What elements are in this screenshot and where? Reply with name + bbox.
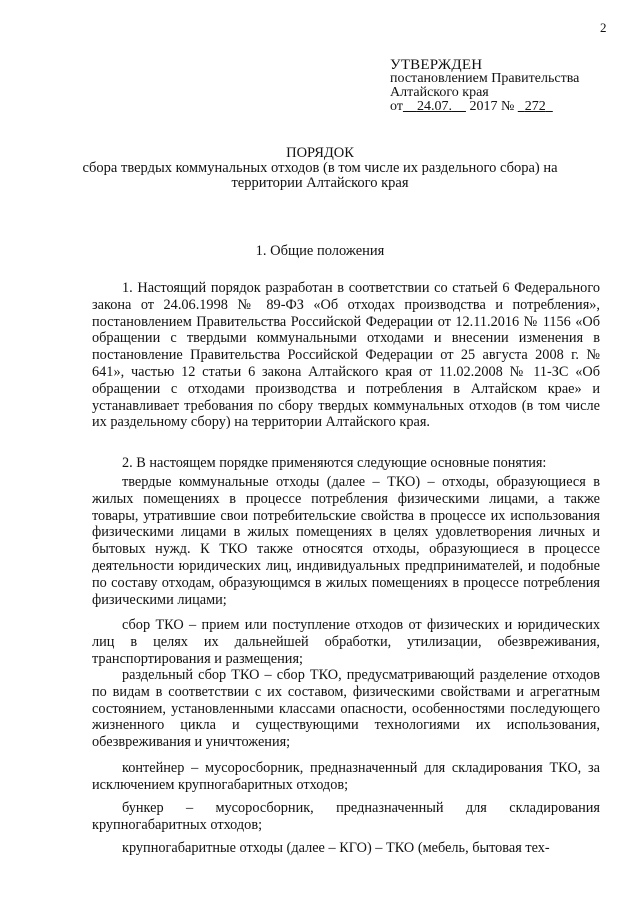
definition-separate-collection bbox=[92, 667, 600, 751]
definition-collection bbox=[92, 617, 600, 667]
paragraph-2-text: 2. В настоящем порядке применяются следующие основные понятия: bbox=[122, 455, 547, 471]
section-heading: 1. Общие положения bbox=[255, 243, 385, 259]
paragraph-1 bbox=[92, 280, 600, 431]
paragraph-2 bbox=[92, 455, 600, 472]
approval-line-1: постановлением Правительства bbox=[390, 71, 580, 86]
definition-separate-collection-text: раздельный сбор ТКО – сбор ТКО, предусматривающий разделение отходов по видам в соответствии с их составом, физическими свойствами и агрегатным состоянием, установленными классами опасности, особенностями последующего жизненного цикла и существующими технологиями их использования, обезвреживания и уничтожения; bbox=[92, 667, 600, 751]
document-title-line-1: сбора твердых коммунальных отходов (в том числе их раздельного сбора) на bbox=[82, 160, 558, 176]
page-number: 2 bbox=[600, 20, 607, 35]
approval-block bbox=[390, 58, 579, 114]
definition-bulky-waste-text: крупногабаритные отходы (далее – КГО) – ТКО (мебель, бытовая тех- bbox=[122, 840, 550, 856]
definition-tko bbox=[92, 474, 600, 608]
date-prefix: от bbox=[390, 99, 403, 114]
definition-container bbox=[92, 760, 600, 794]
document-heading: ПОРЯДОК bbox=[286, 145, 354, 161]
definition-container-text: контейнер – мусоросборник, предназначенный для складирования ТКО, за исключением крупногабаритных отходов; bbox=[92, 760, 600, 793]
approval-date-line bbox=[390, 100, 579, 114]
definition-collection-text: сбор ТКО – прием или поступление отходов от физических и юридических лиц в целях их дальнейшей обработки, утилизации, обезвреживания, транспортирования и размещения; bbox=[92, 617, 600, 667]
definition-bunker-text: бункер – мусоросборник, предназначенный для складирования крупногабаритных отходов; bbox=[92, 800, 600, 833]
paragraph-1-text: 1. Настоящий порядок разработан в соответствии со статьей 6 Федерального закона от 24.06.1998 № 89-ФЗ «Об отходах производства и потребления», постановлением Правительства Российской Федерации от 12.11.2016 № 1156 «Об обращении с твердыми коммунальными отходами и внесении изменения в постановление Правительства Российской Федерации от 25 августа 2008 г. № 641», частью 12 статьи 6 закона Алтайского края от 11.02.2008 № 11-ЗС «Об обращении с отходами производства и потребления в Алтайском крае» и устанавливает требования по сбору твердых коммунальных отходов (в том числе их раздельному сбору) на территории Алтайского края. bbox=[92, 280, 600, 431]
approval-title: УТВЕРЖДЕН bbox=[390, 57, 483, 73]
definition-bulky-waste bbox=[92, 840, 600, 857]
definition-tko-text: твердые коммунальные отходы (далее – ТКО) – отходы, образующиеся в жилых помещениях в процессе потребления физическими лицами, а также товары, утратившие свои потребительские свойства в процессе их использования физическими лицами в жилых помещениях в целях удовлетворения личных и бытовых нужд. К ТКО также относятся отходы, образующиеся в процессе деятельности юридических лиц, индивидуальных предпринимателей, и подобные по составу отходам, образующимся в жилых помещениях в процессе потребления физическими лицами; bbox=[92, 474, 600, 608]
approval-date: 24.07. bbox=[416, 99, 452, 114]
document-title-line-2: территории Алтайского края bbox=[231, 175, 409, 191]
approval-number: 272 bbox=[524, 99, 546, 114]
approval-line-2: Алтайского края bbox=[390, 85, 489, 100]
approval-year: 2017 № bbox=[469, 99, 515, 114]
definition-bunker bbox=[92, 800, 600, 834]
